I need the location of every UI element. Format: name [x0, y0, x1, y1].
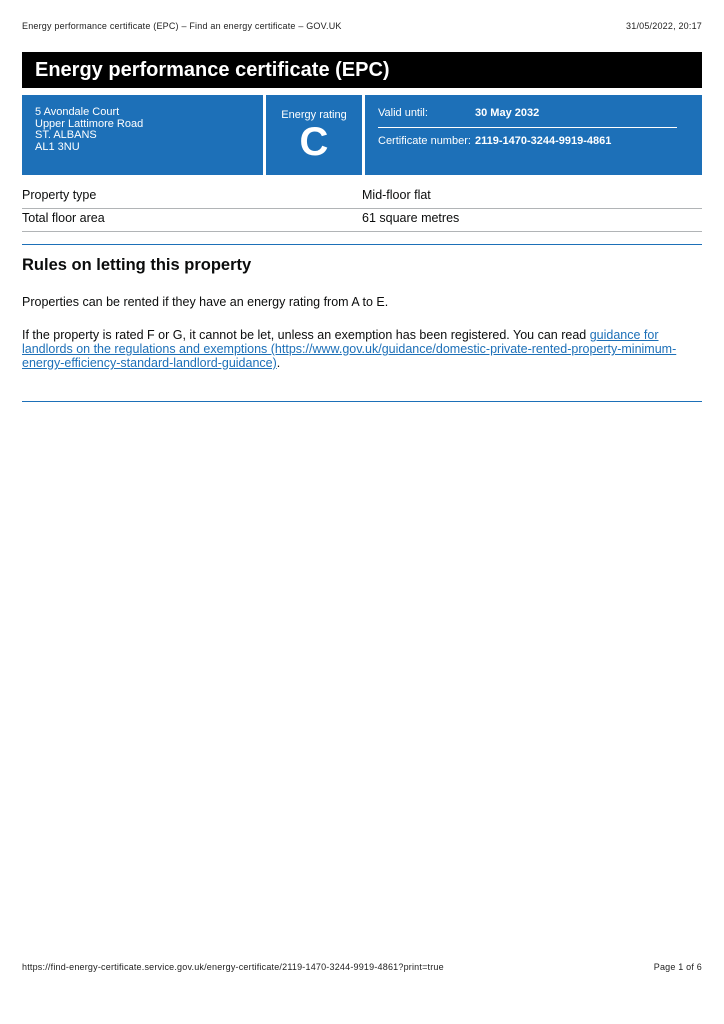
- certificate-summary: [22, 95, 702, 175]
- address-line-1: 5 Avondale Court: [35, 106, 120, 118]
- print-footer-url: https://find-energy-certificate.service.gov.uk/energy-certificate/2119-1470-3244-9919-4861?print=true: [22, 962, 444, 972]
- certificate-number-value: 2119-1470-3244-9919-4861: [475, 135, 612, 147]
- section-divider-top: [22, 244, 702, 245]
- letting-paragraph-2-text: If the property is rated F or G, it cannot be let, unless an exemption has been registered. You can read: [22, 328, 590, 342]
- address-panel: [22, 95, 263, 175]
- valid-until-value: 30 May 2032: [475, 107, 540, 119]
- letting-paragraph-2-end: .: [276, 356, 281, 370]
- letting-paragraph-1: Properties can be rented if they have an energy rating from A to E.: [22, 295, 389, 309]
- property-type-value: Mid-floor flat: [362, 188, 431, 202]
- print-header-title: Energy performance certificate (EPC) – Find an energy certificate – GOV.UK: [22, 21, 342, 31]
- energy-rating-label: Energy rating: [281, 109, 347, 121]
- energy-rating-value: C: [299, 120, 329, 164]
- print-footer: [22, 962, 702, 972]
- print-header: [22, 21, 702, 31]
- page-title-bar: [22, 52, 702, 88]
- address-line-2: Upper Lattimore Road: [35, 117, 144, 130]
- address-line-3: ST. ALBANS: [35, 129, 97, 141]
- letting-section-title: Rules on letting this property: [22, 256, 252, 274]
- section-divider-bottom: [22, 401, 702, 402]
- property-summary-table: [22, 187, 702, 233]
- certificate-details-panel: [365, 95, 702, 175]
- letting-paragraph-2: [22, 328, 702, 370]
- property-type-row: [22, 187, 702, 209]
- certificate-number-label: Certificate number:: [378, 135, 471, 147]
- print-footer-page: Page 1 of 6: [653, 962, 702, 972]
- address-postcode: AL1 3NU: [35, 140, 80, 153]
- certificate-number-row: [378, 135, 677, 147]
- landlord-guidance-link[interactable]: guidance for landlords on the regulations and exemptions (https://www.gov.uk/guidance/domestic-private-rented-property-minimum-energy-efficiency-standard-landlord-guidance): [22, 328, 677, 370]
- property-type-label: Property type: [22, 188, 97, 202]
- valid-until-label: Valid until:: [378, 107, 428, 119]
- print-header-datetime: 31/05/2022, 20:17: [626, 21, 702, 31]
- floor-area-value: 61 square metres: [362, 211, 460, 225]
- floor-area-row: [22, 210, 702, 232]
- floor-area-label: Total floor area: [22, 211, 105, 225]
- page-title: Energy performance certificate (EPC): [35, 58, 390, 81]
- valid-until-row: [378, 107, 677, 128]
- energy-rating-panel: [266, 95, 362, 175]
